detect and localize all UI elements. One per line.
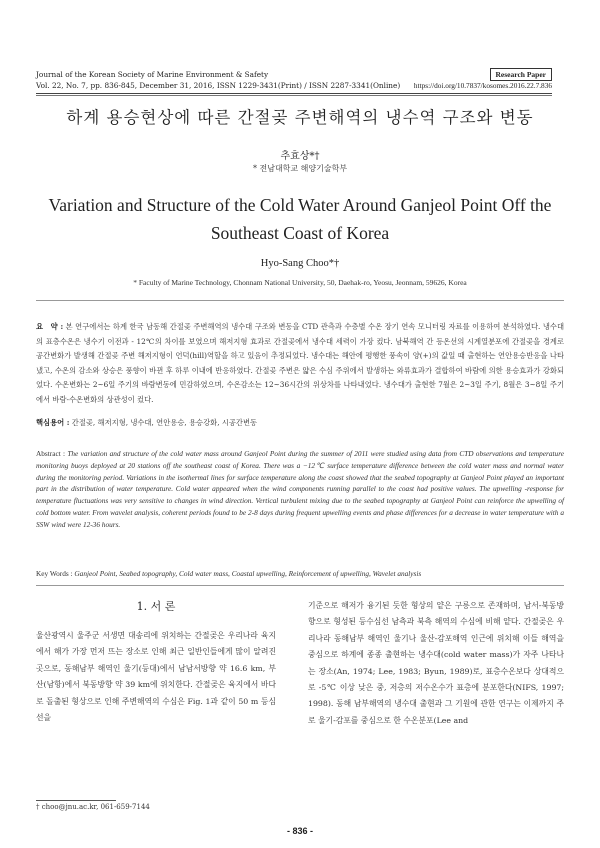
korean-abstract-text: 본 연구에서는 하계 한국 남동해 간절곶 주변해역의 냉수대 구조와 변동을 CTD 관측과 수층별 수온 장기 연속 모니터링 자료를 이용하여 분석하였다. 냉수대의 표층수온은 냉수기 이전과 - 12℃의 차이를 보였으며 해저지형 효과로 간절곶에서 냉수대 세력이 가장 컸다. 남북해역 간 등온선의 시계열분포에 간절곶을 경계로 공간변화가 발생해 간절곶 주변 해저지형이 언덕(hill)역할을 하고 있음이 추정되었다. 냉수대는 해안에 평행한 풍속이 양(+)의 값일 때 출현하는 연안용승반응을 나타냈고, 수온의 감소와 상승은 풍향이 바뀐 후 하루 이내에 반응하였다. 간절곶 주변은 얇은 수심 주위에서 발생하는 와류효과가 결합하여 바람에 의한 용승효과가 강화되었다. 수온변화는 2~6일 주기의 바람변동에 민감하였으며, 수온감소는 12~36시간의 위상차를 나타내었다. 냉수대가 출현한 7월은 2~3일 주기, 8월은 3~8일 주기에서 바람-수온변화의 상관성이 컸다. bbox=[36, 322, 564, 404]
korean-abstract-label: 요 약 : bbox=[36, 322, 64, 331]
english-affiliation: * Faculty of Marine Technology, Chonnam National University, 50, Daehak-ro, Yeosu, Jeonnam, 59626, Korea bbox=[133, 278, 467, 287]
korean-keywords-text: 간절곶, 해저지형, 냉수대, 연안용승, 용승강화, 시공간변동 bbox=[71, 418, 258, 427]
korean-affiliation: * 전남대학교 해양기술학부 bbox=[252, 164, 348, 173]
english-title: Variation and Structure of the Cold Water Around Ganjeol Point Off the Southeast Coast of Korea bbox=[48, 195, 552, 243]
body-column-right: 기준으로 해저가 융기된 듯한 형상의 얕은 구릉으로 존재하며, 남서-북동방향으로 형성된 등수심선 남측과 북측 해역의 수심에 비해 얕다. 간절곶은 우리나라 동해남부 해역인 울기나 울산-감포해역 인근에 위치해 이들 해역을 중심으로 하계에 종종 출현하는 냉수대(cold water mass)가 자주 나타나는 장소(An, 1974; Lee, 1983; Byun, 1989)로, 표층수온보다 상대적으로 -5℃ 이상 낮은 중, 저층의 저수온수가 표층에 분포한다(NIFS, 1997; 1998). 동해 남부해역의 냉수대 출현과 그 기원에 관한 연구는 이제까지 주로 울기-감포를 중심으로 한 수온분포(Lee and bbox=[308, 601, 564, 725]
research-paper-badge: Research Paper bbox=[490, 68, 552, 81]
korean-abstract bbox=[36, 320, 564, 408]
header-rule bbox=[36, 93, 552, 94]
english-abstract-text: The variation and structure of the cold water mass around Ganjeol Point during the summer of 2011 were studied using data from CTD observations and temperature monitoring buoys deployed at 20 stations off the southeast coast of Korea. There was a −12℃ surface temperature difference between the cold water mass and normal water during the monitoring period. Variations in the isothermal lines for surface temperature along the coast showed that the seabed topography at Ganjeol Point played an important part in the distribution of water temperature. Cold water appeared when the wind components running parallel to the coast had positive values. The upwelling -response for temperature fluctuations was very sensitive to changes in wind direction. Vertical turbulent mixing due to the seabed topography at Ganjeol Point can reinforce the upwelling of cold bottom water. From wavelet analysis, coherent periods found to be 2-8 days during frequent upwelling events and phase differences for a decrease in water temperature with a SSW wind were 12-36 hours. bbox=[36, 449, 565, 529]
corresponding-author-footnote: † choo@jnu.ac.kr, 061-659-7144 bbox=[36, 803, 150, 811]
keywords-divider bbox=[36, 585, 564, 586]
english-author: Hyo-Sang Choo*† bbox=[260, 258, 340, 269]
header-rule-thin bbox=[36, 95, 552, 96]
english-keywords-label: Key Words : bbox=[36, 569, 73, 578]
korean-title: 하계 용승현상에 따른 간절곶 주변해역의 냉수역 구조와 변동 bbox=[66, 108, 534, 127]
volume-info: Vol. 22, No. 7, pp. 836-845, December 31, 2016, ISSN 1229-3431(Print) / ISSN 2287-3341(Online) bbox=[36, 80, 401, 90]
section-heading: 1. 서 론 bbox=[136, 600, 176, 613]
body-column-left: 울산광역시 울주군 서생면 대송리에 위치하는 간절곶은 우리나라 육지에서 해가 가장 먼저 뜨는 장소로 인해 최근 일반인들에게 많이 알려진 곳으로, 동해남부 해역인 울기(등대)에서 남남서방향 약 16.6 km, 부산(남항)에서 북동방향 약 39 km에 위치한다. 간절곶은 육지에서 바다로 돌출된 형상으로 인해 주변해역의 수심은 Fig. 1과 같이 50 m 등심선을 bbox=[36, 631, 276, 723]
journal-name: Journal of the Korean Society of Marine Environment & Safety bbox=[36, 70, 269, 79]
korean-author: 추효상*† bbox=[280, 151, 320, 162]
english-keywords-text: Ganjeol Point, Seabed topography, Cold water mass, Coastal upwelling, Reinforcement of upwelling, Wavelet analysis bbox=[74, 569, 422, 578]
footnote-rule bbox=[36, 800, 116, 801]
korean-keywords bbox=[36, 418, 564, 428]
doi-link[interactable]: https://doi.org/10.7837/kosomes.2016.22.7.836 bbox=[413, 81, 552, 90]
page-number: - 836 - bbox=[286, 826, 313, 836]
english-keywords bbox=[36, 569, 564, 578]
english-abstract-label: Abstract : bbox=[36, 449, 66, 458]
journal-header bbox=[36, 70, 400, 91]
title-divider bbox=[36, 300, 564, 301]
korean-keywords-label: 핵심용어 : bbox=[36, 418, 70, 427]
english-abstract bbox=[36, 448, 564, 531]
